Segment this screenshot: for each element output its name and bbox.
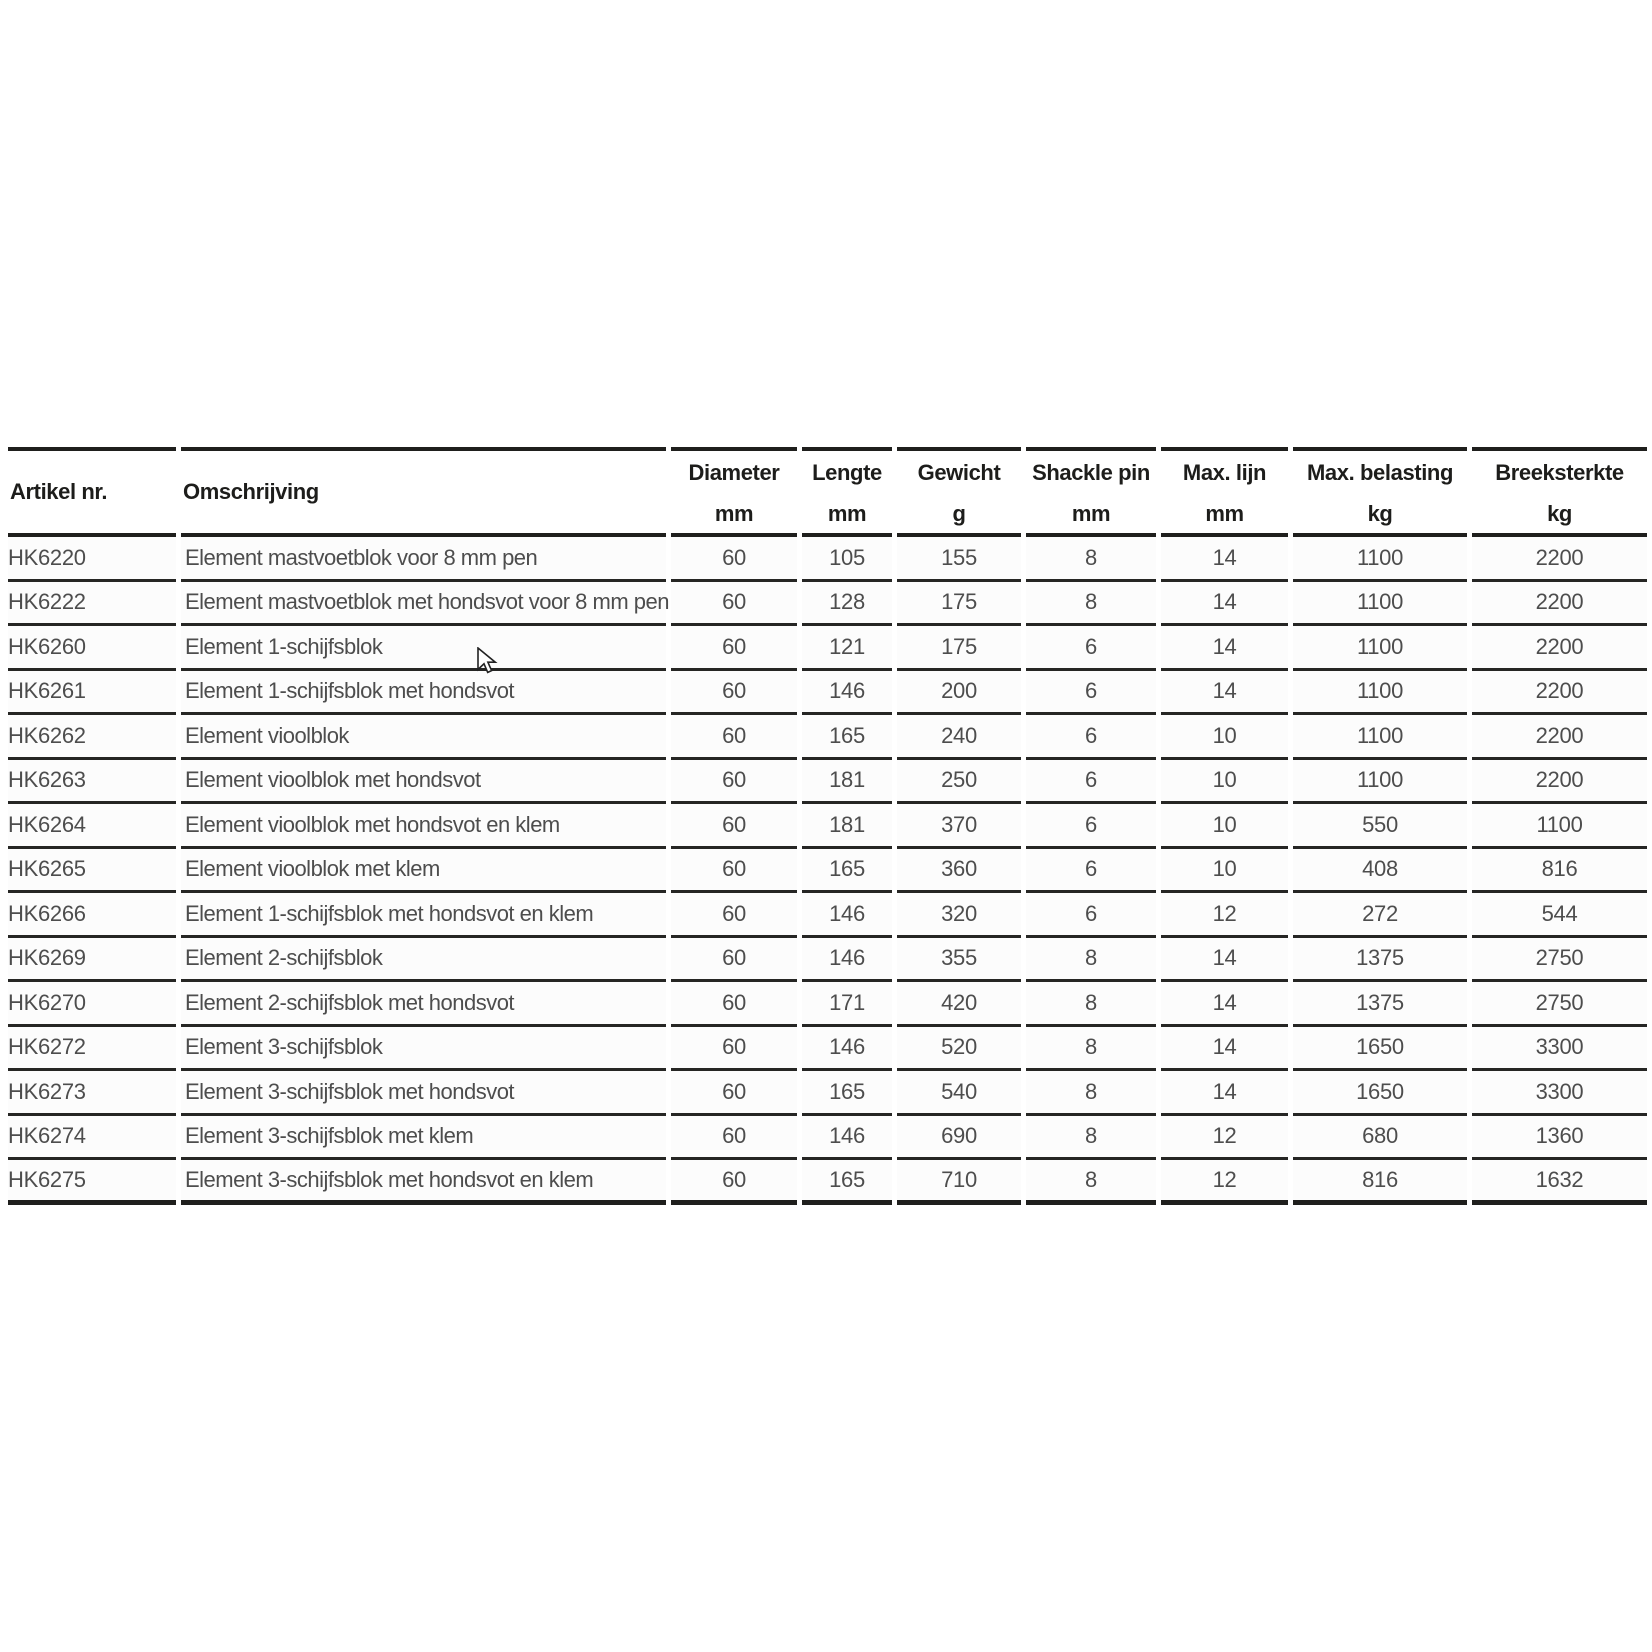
value-cell: 14 (1161, 938, 1288, 983)
table-row (8, 671, 1647, 716)
value-cell: 2200 (1472, 715, 1647, 760)
value-cell: 6 (1026, 804, 1156, 849)
article-number-cell: HK6270 (8, 982, 176, 1027)
description-cell: Element 3-schijfsblok (181, 1027, 666, 1072)
value-cell: 540 (897, 1071, 1021, 1116)
spec-table-container (3, 447, 1652, 1205)
article-number-cell: HK6272 (8, 1027, 176, 1072)
value-cell: 146 (802, 893, 892, 938)
column-header-diameter: Diameter (671, 447, 797, 494)
value-cell: 2200 (1472, 671, 1647, 716)
description-cell: Element 3-schijfsblok met hondsvot en klem (181, 1160, 666, 1205)
value-cell: 6 (1026, 671, 1156, 716)
value-cell: 1100 (1293, 582, 1467, 627)
value-cell: 146 (802, 938, 892, 983)
column-unit-shackle-pin: mm (1026, 494, 1156, 537)
column-header-omschrijving: Omschrijving (181, 447, 666, 537)
column-header-gewicht: Gewicht (897, 447, 1021, 494)
description-cell: Element 3-schijfsblok met hondsvot (181, 1071, 666, 1116)
value-cell: 165 (802, 1160, 892, 1205)
column-unit-lengte: mm (802, 494, 892, 537)
value-cell: 12 (1161, 1116, 1288, 1161)
value-cell: 14 (1161, 1027, 1288, 1072)
value-cell: 175 (897, 626, 1021, 671)
table-row (8, 1027, 1647, 1072)
description-cell: Element vioolblok met klem (181, 849, 666, 894)
column-unit-gewicht: g (897, 494, 1021, 537)
article-number-cell: HK6264 (8, 804, 176, 849)
column-unit-diameter: mm (671, 494, 797, 537)
value-cell: 420 (897, 982, 1021, 1027)
value-cell: 165 (802, 715, 892, 760)
table-row (8, 1160, 1647, 1205)
value-cell: 272 (1293, 893, 1467, 938)
column-header-lengte: Lengte (802, 447, 892, 494)
value-cell: 60 (671, 715, 797, 760)
value-cell: 165 (802, 849, 892, 894)
value-cell: 1360 (1472, 1116, 1647, 1161)
table-body (8, 537, 1647, 1205)
value-cell: 550 (1293, 804, 1467, 849)
value-cell: 680 (1293, 1116, 1467, 1161)
column-header-max-belasting: Max. belasting (1293, 447, 1467, 494)
value-cell: 1100 (1293, 626, 1467, 671)
value-cell: 60 (671, 893, 797, 938)
value-cell: 2200 (1472, 537, 1647, 582)
value-cell: 60 (671, 760, 797, 805)
value-cell: 60 (671, 1116, 797, 1161)
column-header-breeksterkte: Breeksterkte (1472, 447, 1647, 494)
value-cell: 146 (802, 1027, 892, 1072)
article-number-cell: HK6266 (8, 893, 176, 938)
value-cell: 60 (671, 804, 797, 849)
spec-table (3, 447, 1652, 1205)
value-cell: 3300 (1472, 1071, 1647, 1116)
value-cell: 12 (1161, 893, 1288, 938)
value-cell: 14 (1161, 982, 1288, 1027)
value-cell: 10 (1161, 715, 1288, 760)
value-cell: 1375 (1293, 982, 1467, 1027)
value-cell: 14 (1161, 626, 1288, 671)
value-cell: 8 (1026, 1116, 1156, 1161)
article-number-cell: HK6262 (8, 715, 176, 760)
table-row (8, 804, 1647, 849)
value-cell: 240 (897, 715, 1021, 760)
table-row (8, 982, 1647, 1027)
value-cell: 6 (1026, 626, 1156, 671)
article-number-cell: HK6260 (8, 626, 176, 671)
value-cell: 690 (897, 1116, 1021, 1161)
value-cell: 171 (802, 982, 892, 1027)
value-cell: 60 (671, 671, 797, 716)
value-cell: 14 (1161, 537, 1288, 582)
value-cell: 250 (897, 760, 1021, 805)
value-cell: 1650 (1293, 1027, 1467, 1072)
value-cell: 1100 (1293, 537, 1467, 582)
header-row-labels (8, 447, 1647, 494)
value-cell: 60 (671, 982, 797, 1027)
value-cell: 60 (671, 938, 797, 983)
description-cell: Element vioolblok (181, 715, 666, 760)
value-cell: 2200 (1472, 626, 1647, 671)
table-row (8, 938, 1647, 983)
value-cell: 14 (1161, 671, 1288, 716)
article-number-cell: HK6261 (8, 671, 176, 716)
value-cell: 146 (802, 671, 892, 716)
column-header-shackle-pin: Shackle pin (1026, 447, 1156, 494)
value-cell: 8 (1026, 938, 1156, 983)
column-header-artikel-nr: Artikel nr. (8, 447, 176, 537)
table-row (8, 1116, 1647, 1161)
description-cell: Element mastvoetblok met hondsvot voor 8 mm pen (181, 582, 666, 627)
article-number-cell: HK6273 (8, 1071, 176, 1116)
value-cell: 2200 (1472, 760, 1647, 805)
column-header-max-lijn: Max. lijn (1161, 447, 1288, 494)
table-row (8, 893, 1647, 938)
column-unit-breeksterkte: kg (1472, 494, 1647, 537)
value-cell: 2750 (1472, 938, 1647, 983)
value-cell: 816 (1293, 1160, 1467, 1205)
value-cell: 355 (897, 938, 1021, 983)
column-unit-max-belasting: kg (1293, 494, 1467, 537)
value-cell: 1100 (1472, 804, 1647, 849)
value-cell: 181 (802, 804, 892, 849)
description-cell: Element 2-schijfsblok (181, 938, 666, 983)
table-row (8, 715, 1647, 760)
description-cell: Element vioolblok met hondsvot (181, 760, 666, 805)
value-cell: 816 (1472, 849, 1647, 894)
value-cell: 8 (1026, 1027, 1156, 1072)
value-cell: 14 (1161, 1071, 1288, 1116)
value-cell: 8 (1026, 1160, 1156, 1205)
value-cell: 6 (1026, 715, 1156, 760)
value-cell: 1100 (1293, 760, 1467, 805)
value-cell: 60 (671, 537, 797, 582)
value-cell: 6 (1026, 760, 1156, 805)
value-cell: 3300 (1472, 1027, 1647, 1072)
value-cell: 60 (671, 1160, 797, 1205)
value-cell: 6 (1026, 849, 1156, 894)
value-cell: 8 (1026, 982, 1156, 1027)
table-row (8, 849, 1647, 894)
table-row (8, 760, 1647, 805)
value-cell: 14 (1161, 582, 1288, 627)
description-cell: Element vioolblok met hondsvot en klem (181, 804, 666, 849)
value-cell: 165 (802, 1071, 892, 1116)
value-cell: 1100 (1293, 715, 1467, 760)
value-cell: 12 (1161, 1160, 1288, 1205)
value-cell: 710 (897, 1160, 1021, 1205)
value-cell: 200 (897, 671, 1021, 716)
value-cell: 10 (1161, 804, 1288, 849)
table-row (8, 582, 1647, 627)
value-cell: 60 (671, 582, 797, 627)
description-cell: Element 2-schijfsblok met hondsvot (181, 982, 666, 1027)
value-cell: 60 (671, 1027, 797, 1072)
value-cell: 1650 (1293, 1071, 1467, 1116)
value-cell: 60 (671, 626, 797, 671)
value-cell: 2750 (1472, 982, 1647, 1027)
description-cell: Element 3-schijfsblok met klem (181, 1116, 666, 1161)
value-cell: 360 (897, 849, 1021, 894)
value-cell: 370 (897, 804, 1021, 849)
description-cell: Element mastvoetblok voor 8 mm pen (181, 537, 666, 582)
value-cell: 155 (897, 537, 1021, 582)
column-unit-max-lijn: mm (1161, 494, 1288, 537)
value-cell: 146 (802, 1116, 892, 1161)
value-cell: 10 (1161, 760, 1288, 805)
value-cell: 8 (1026, 582, 1156, 627)
value-cell: 10 (1161, 849, 1288, 894)
article-number-cell: HK6222 (8, 582, 176, 627)
article-number-cell: HK6265 (8, 849, 176, 894)
article-number-cell: HK6275 (8, 1160, 176, 1205)
value-cell: 60 (671, 849, 797, 894)
value-cell: 320 (897, 893, 1021, 938)
article-number-cell: HK6274 (8, 1116, 176, 1161)
value-cell: 2200 (1472, 582, 1647, 627)
value-cell: 6 (1026, 893, 1156, 938)
value-cell: 1100 (1293, 671, 1467, 716)
description-cell: Element 1-schijfsblok met hondsvot (181, 671, 666, 716)
table-row (8, 1071, 1647, 1116)
description-cell: Element 1-schijfsblok met hondsvot en klem (181, 893, 666, 938)
value-cell: 8 (1026, 1071, 1156, 1116)
table-header (8, 447, 1647, 537)
value-cell: 175 (897, 582, 1021, 627)
value-cell: 105 (802, 537, 892, 582)
table-row (8, 537, 1647, 582)
table-row (8, 626, 1647, 671)
value-cell: 8 (1026, 537, 1156, 582)
value-cell: 181 (802, 760, 892, 805)
article-number-cell: HK6220 (8, 537, 176, 582)
value-cell: 1632 (1472, 1160, 1647, 1205)
value-cell: 544 (1472, 893, 1647, 938)
value-cell: 520 (897, 1027, 1021, 1072)
value-cell: 60 (671, 1071, 797, 1116)
value-cell: 121 (802, 626, 892, 671)
value-cell: 1375 (1293, 938, 1467, 983)
article-number-cell: HK6263 (8, 760, 176, 805)
value-cell: 128 (802, 582, 892, 627)
article-number-cell: HK6269 (8, 938, 176, 983)
description-cell: Element 1-schijfsblok (181, 626, 666, 671)
value-cell: 408 (1293, 849, 1467, 894)
